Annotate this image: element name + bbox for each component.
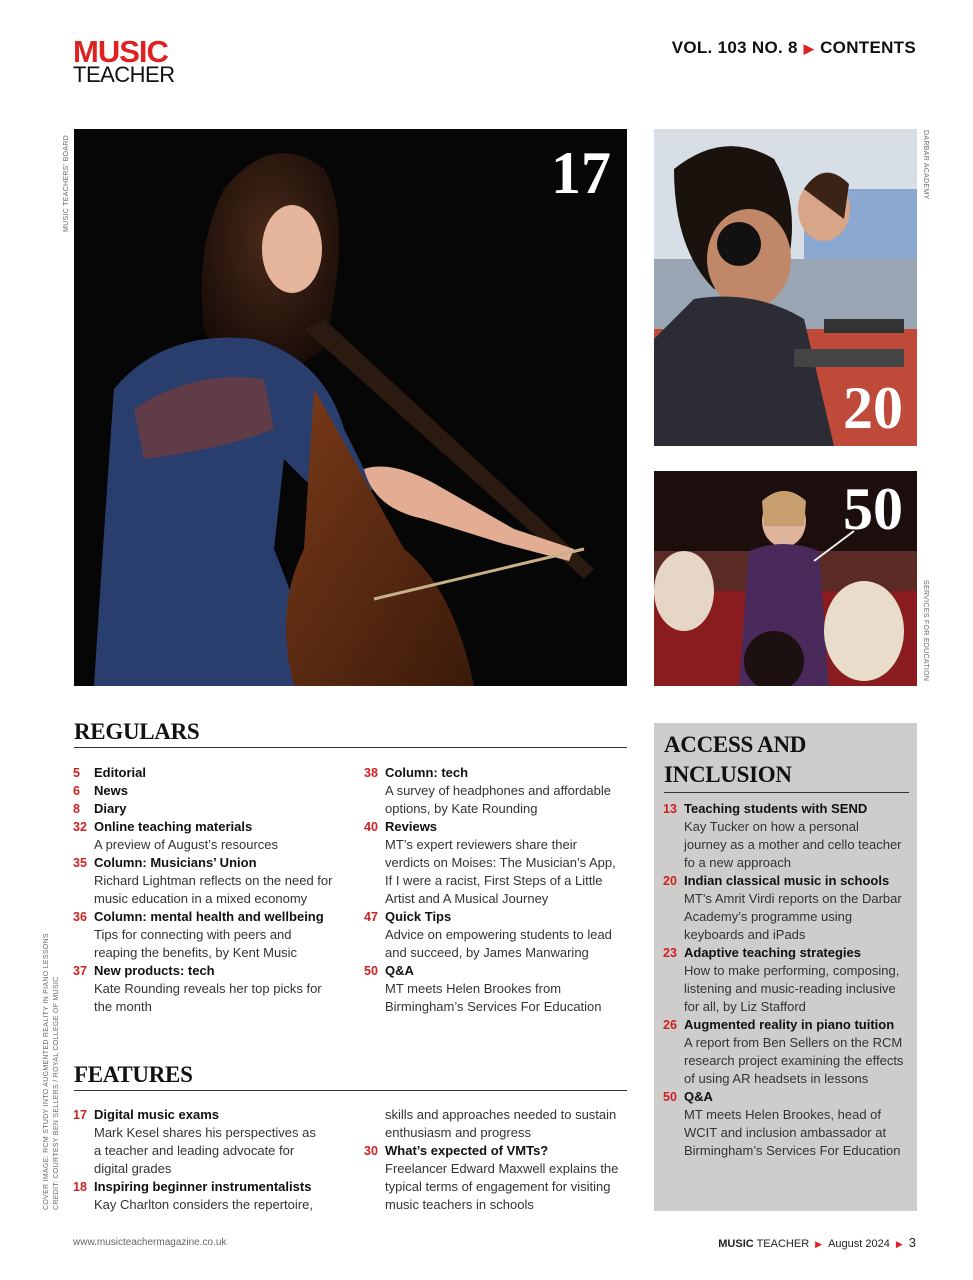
footer-date: August 2024 <box>828 1238 890 1250</box>
image-boy-headphones[interactable] <box>654 129 917 446</box>
entry-page: 6 <box>73 784 80 798</box>
entry-description: Kay Tucker on how a personal journey as a mother and cello teacher fo a new approach <box>684 819 902 870</box>
credit-top-right-image: DARBAR ACADEMY <box>922 130 929 200</box>
entry-description: Tips for connecting with peers and reaping the benefits, by Kent Music <box>94 927 298 960</box>
entry-description: MT meets Helen Brookes, head of WCIT and inclusion ambassador at Birmingham’s Services For Education <box>684 1107 901 1158</box>
entry-page: 26 <box>663 1018 677 1032</box>
section-label: CONTENTS <box>820 38 916 57</box>
page-number-17: 17 <box>551 140 611 206</box>
footer-url-link[interactable]: www.musicteachermagazine.co.uk <box>73 1237 227 1248</box>
entry-description: Freelancer Edward Maxwell explains the typical terms of engagement for visiting music teachers in schools <box>385 1161 619 1212</box>
footer-brand-bold: MUSIC <box>718 1238 754 1250</box>
entry-title: Column: tech <box>385 765 469 780</box>
entry-description: Mark Kesel shares his perspectives as a teacher and leading advocate for digital grades <box>94 1125 316 1176</box>
cover-credit-line1: COVER IMAGE: RCM STUDY INTO AUGMENTED REALITY IN PIANO LESSONS <box>43 933 50 1210</box>
access-heading-line1: ACCESS AND <box>664 732 807 757</box>
entry-page: 17 <box>73 1108 87 1122</box>
entry-page: 35 <box>73 856 87 870</box>
entry-page: 23 <box>663 946 677 960</box>
entry-title: Q&A <box>385 963 414 978</box>
entry-description: A survey of headphones and affordable options, by Kate Rounding <box>385 783 611 816</box>
entry-title: New products: tech <box>94 963 215 978</box>
access-heading-line2: INCLUSION <box>664 762 792 787</box>
issue-header <box>672 38 916 58</box>
entry-page: 37 <box>73 964 87 978</box>
entry-description: MT meets Helen Brookes from Birmingham’s Services For Education <box>385 981 602 1014</box>
entry-description: A report from Ben Sellers on the RCM research project examining the effects of using AR headsets in lessons <box>684 1035 904 1086</box>
entry-page: 50 <box>663 1090 677 1104</box>
entry-title: Adaptive teaching strategies <box>684 945 861 960</box>
entry-title: Q&A <box>684 1089 713 1104</box>
entry-page: 13 <box>663 802 677 816</box>
entry-title: Reviews <box>385 819 438 834</box>
entry-page: 30 <box>364 1144 378 1158</box>
entry-page: 20 <box>663 874 677 888</box>
entry-description: Advice on empowering students to lead and succeed, by James Manwaring <box>385 927 612 960</box>
entry-page: 50 <box>364 964 378 978</box>
main-image-cellist[interactable] <box>74 129 627 686</box>
entry-description: A preview of August’s resources <box>94 837 279 852</box>
entry-title: Editorial <box>94 765 147 780</box>
regulars-heading: REGULARS <box>74 719 627 748</box>
logo-teacher: TEACHER <box>73 62 175 87</box>
cellist-illustration <box>74 129 627 686</box>
logo-music: MUSIC <box>73 34 168 69</box>
entry-title: Inspiring beginner instrumentalists <box>94 1179 312 1194</box>
entry-title: Indian classical music in schools <box>684 873 890 888</box>
entry-page: 8 <box>73 802 80 816</box>
entry-description: MT’s expert reviewers share their verdicts on Moises: The Musician’s App, If I were a racist, First Steps of a Little Artist and A Musical Journey <box>385 837 616 906</box>
entry-title: News <box>94 783 128 798</box>
entry-description: Kay Charlton considers the repertoire, <box>94 1197 313 1212</box>
page-number-20: 20 <box>843 375 903 441</box>
entry-description: skills and approaches needed to sustain enthusiasm and progress <box>385 1107 617 1140</box>
arrow-icon: ▶ <box>803 41 815 56</box>
access-heading <box>664 730 909 793</box>
entry-page: 36 <box>73 910 87 924</box>
entry-page: 38 <box>364 766 378 780</box>
entry-title: Diary <box>94 801 127 816</box>
entry-title: Online teaching materials <box>94 819 253 834</box>
credit-bottom-right-image: SERVICES FOR EDUCATION <box>922 580 929 682</box>
cover-credit-line2: CREDIT: COURTESY BEN SELLERS / ROYAL COLLEGE OF MUSIC <box>53 976 60 1210</box>
image-conductor[interactable] <box>654 471 917 686</box>
entry-description: Kate Rounding reveals her top picks for the month <box>94 981 322 1014</box>
entry-page: 47 <box>364 910 378 924</box>
footer-folio <box>718 1235 916 1250</box>
arrow-icon: ▶ <box>895 1239 903 1249</box>
entry-title: Digital music exams <box>94 1107 219 1122</box>
features-heading: FEATURES <box>74 1062 627 1091</box>
issue-number: VOL. 103 NO. 8 <box>671 38 798 57</box>
entry-title: Teaching students with SEND <box>684 801 868 816</box>
credit-main-image: MUSIC TEACHERS' BOARD <box>63 135 70 232</box>
entry-page: 18 <box>73 1180 87 1194</box>
entry-description: MT’s Amrit Virdi reports on the Darbar Academy’s programme using keyboards and iPads <box>684 891 902 942</box>
footer-brand-rest: TEACHER <box>756 1238 810 1250</box>
footer-page-number: 3 <box>908 1235 916 1250</box>
entry-title: What’s expected of VMTs? <box>385 1143 549 1158</box>
entry-description: How to make performing, composing, listening and music-reading inclusive for all, by Liz Stafford <box>684 963 900 1014</box>
page-number-50: 50 <box>843 476 903 542</box>
arrow-icon: ▶ <box>815 1239 823 1249</box>
entry-description: Richard Lightman reflects on the need for music education in a mixed economy <box>94 873 333 906</box>
cover-credit <box>42 933 62 1210</box>
entry-title: Quick Tips <box>385 909 452 924</box>
entry-page: 40 <box>364 820 378 834</box>
entry-title: Column: mental health and wellbeing <box>94 909 324 924</box>
entry-page: 32 <box>73 820 87 834</box>
entry-page: 5 <box>73 766 80 780</box>
entry-title: Column: Musicians’ Union <box>94 855 257 870</box>
entry-title: Augmented reality in piano tuition <box>684 1017 895 1032</box>
